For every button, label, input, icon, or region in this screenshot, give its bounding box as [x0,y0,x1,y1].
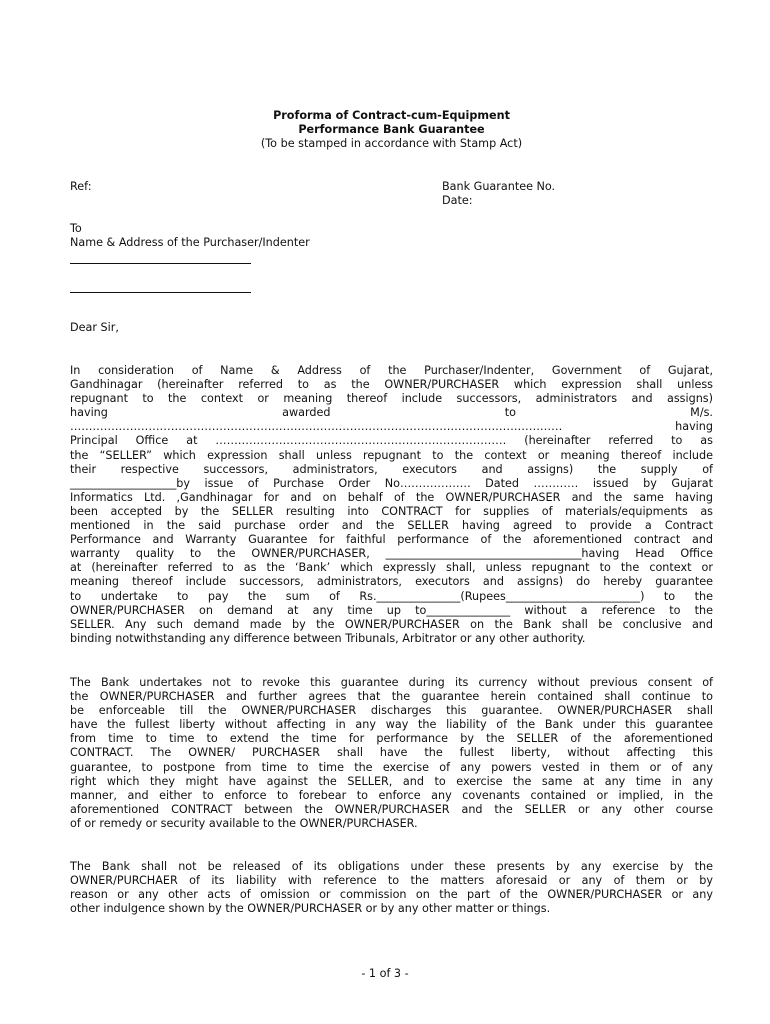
document-heading [70,109,713,151]
paragraph-line: warranty quality to the OWNER/PURCHASER, ___________________________________having Head Office [70,547,713,561]
paragraph-line: OWNER/PURCHAER of its liability with reference to the matters aforesaid or any of them or by [70,874,713,888]
bank-guarantee-no-label: Bank Guarantee No. [442,180,556,193]
paragraph-line: of or remedy or security available to the OWNER/PURCHASER. [70,816,418,830]
paragraph-line: the OWNER/PURCHASER and further agrees that the guarantee herein contained shall continue to [70,690,713,704]
paragraph-line: having awarded to M/s. [70,406,713,420]
paragraph-line: be enforceable till the OWNER/PURCHASER discharges this guarantee. OWNER/PURCHASER shall [70,704,713,718]
paragraph-line: other indulgence shown by the OWNER/PURCHASER or by any other matter or things. [70,902,551,916]
paragraph-line: their respective successors, administrators, executors and assigns) the supply of [70,462,713,476]
paragraph-line: been accepted by the SELLER resulting into CONTRACT for supplies of materials/equipments as [70,504,713,518]
paragraph-line: the “SELLER” which expression shall unless repugnant to the context or meaning thereof include [70,448,713,462]
date-label: Date: [442,194,473,207]
paragraph-line: …………………………………………………………………………………………………………………… having [70,420,713,434]
page-number: - 1 of 3 - [361,967,409,980]
paragraph-line: at (hereinafter referred to as the ‘Bank’ which expressly shall, unless repugnant to the context or [70,561,713,575]
paragraph-consideration [70,364,713,646]
subtitle: (To be stamped in accordance with Stamp Act) [260,137,523,151]
paragraph-line: to undertake to pay the sum of Rs._______________(Rupees________________________) to the [70,589,713,603]
paragraph-line: ___________________by issue of Purchase Order No………………. Dated ………… issued by Gujarat [70,476,713,490]
paragraph-line: CONTRACT. The OWNER/ PURCHASER shall have the fullest liberty, without affecting this [70,746,713,760]
paragraph-line: Performance and Warranty Guarantee for faithful performance of the aforementioned contract and [70,533,713,547]
paragraph-line: have the fullest liberty without affecting in any way the liability of the Bank under this guarantee [70,718,713,732]
paragraph-line: mentioned in the said purchase order and the SELLER having agreed to provide a Contract [70,519,713,533]
title-line-1: Proforma of Contract-cum-Equipment [273,109,510,122]
paragraph-line: repugnant to the context or meaning thereof include successors, administrators and assigns) [70,392,713,406]
paragraph-line: guarantee, to postpone from time to time the exercise of any powers vested in them or of any [70,760,713,774]
paragraph-line: reason or any other acts of omission or commission on the part of the OWNER/PURCHASER or any [70,888,713,902]
paragraph-line: aforementioned CONTRACT between the OWNER/PURCHASER and the SELLER or any other course [70,802,713,816]
title-line-2: Performance Bank Guarantee [298,123,485,137]
paragraph-bank-not-released [70,860,713,916]
paragraph-line: In consideration of Name & Address of the Purchaser/Indenter, Government of Gujarat, [70,364,713,377]
paragraph-line: Gandhinagar (hereinafter referred to as the OWNER/PURCHASER which expression shall unless [70,378,713,392]
paragraph-line: from time to time to extend the time for performance by the SELLER of the aforementioned [70,732,713,746]
paragraph-bank-undertakes [70,676,713,831]
paragraph-line: The Bank shall not be released of its obligations under these presents by any exercise by the [70,860,713,873]
address-blank-line-2 [70,292,251,293]
paragraph-line: binding notwithstanding any difference between Tribunals, Arbitrator or any other authority. [70,631,586,645]
paragraph-line: The Bank undertakes not to revoke this guarantee during its currency without previous consent of [70,676,713,689]
address-label: Name & Address of the Purchaser/Indenter [70,236,310,249]
salutation: Dear Sir, [70,321,119,334]
paragraph-line: Principal Office at …………………………………………………………………… (hereinafter referred to as [70,434,713,448]
paragraph-line: manner, and either to enforce to forebear to enforce any covenants contained or implied, in the [70,788,713,802]
paragraph-line: right which they might have against the SELLER, and to exercise the same at any time in any [70,774,713,788]
paragraph-line: Informatics Ltd. ,Gandhinagar for and on behalf of the OWNER/PURCHASER and the same having [70,490,713,504]
paragraph-line: OWNER/PURCHASER on demand at any time up to_______________ without a reference to the [70,603,713,617]
paragraph-line: SELLER. Any such demand made by the OWNER/PURCHASER on the Bank shall be conclusive and [70,617,713,631]
address-blank-line-1 [70,263,251,264]
ref-label: Ref: [70,180,92,193]
to-label: To [70,222,82,235]
paragraph-line: meaning thereof include successors, administrators, executors and assigns) do hereby guarantee [70,575,713,589]
